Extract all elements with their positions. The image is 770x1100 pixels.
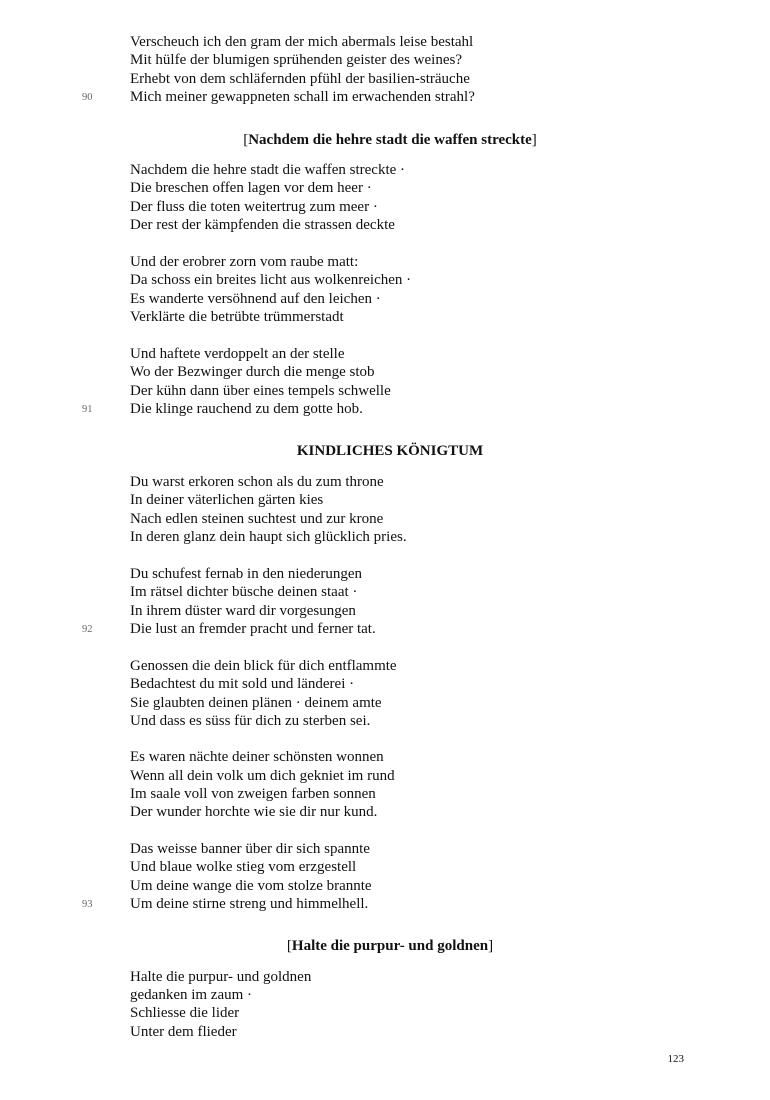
poem-line: Und haftete verdoppelt an der stelle bbox=[130, 346, 345, 362]
title-bracket-open: [ bbox=[286, 938, 292, 954]
poem-line: Im saale voll von zweigen farben sonnen bbox=[130, 786, 376, 802]
poem-line: Da schoss ein breites licht aus wolkenreichen · bbox=[130, 272, 412, 288]
poem-line: In ihrem düster ward dir vorgesungen bbox=[130, 603, 356, 619]
title-bracket-open: [ bbox=[243, 132, 249, 148]
poem-line: Schliesse die lider bbox=[130, 1005, 240, 1021]
poem-title-text: Halte die purpur- und goldnen bbox=[291, 938, 489, 954]
poem-line: Nach edlen steinen suchtest und zur krone bbox=[130, 511, 384, 527]
poem-line: Du schufest fernab in den niederungen bbox=[130, 566, 363, 582]
poem-line: Der kühn dann über eines tempels schwelle bbox=[130, 383, 391, 399]
poem-line: Die breschen offen lagen vor dem heer · bbox=[130, 180, 372, 196]
poem-line: Im rätsel dichter büsche deinen staat · bbox=[130, 584, 358, 600]
title-bracket-close: ] bbox=[488, 938, 494, 954]
line-number: 93 bbox=[82, 899, 93, 910]
poem-line: Du warst erkoren schon als du zum throne bbox=[130, 474, 384, 490]
poem-line: Mich meiner gewappneten schall im erwachenden strahl? bbox=[130, 89, 475, 105]
poem-line: Der wunder horchte wie sie dir nur kund. bbox=[130, 804, 378, 820]
poem-line: Und der erobrer zorn vom raube matt: bbox=[130, 254, 359, 270]
poem-title: KINDLICHES KÖNIGTUM bbox=[296, 443, 484, 459]
poem-title-text: Nachdem die hehre stadt die waffen streckte bbox=[248, 132, 532, 148]
poem-line: Unter dem flieder bbox=[130, 1024, 237, 1040]
poem-line: Wenn all dein volk um dich gekniet im rund bbox=[130, 768, 395, 784]
poem-title bbox=[130, 130, 650, 150]
line-number: 92 bbox=[82, 624, 93, 635]
poem-line: Das weisse banner über dir sich spannte bbox=[130, 841, 370, 857]
title-bracket-close: ] bbox=[531, 132, 537, 148]
poem-line: Verklärte die betrübte trümmerstadt bbox=[130, 309, 344, 325]
page-number: 123 bbox=[667, 1053, 684, 1065]
poem-line: In deren glanz dein haupt sich glücklich pries. bbox=[130, 529, 407, 545]
poem-line: In deiner väterlichen gärten kies bbox=[130, 492, 324, 508]
line-number: 91 bbox=[82, 404, 93, 415]
poem-line: Wo der Bezwinger durch die menge stob bbox=[130, 364, 375, 380]
poem-line: Um deine stirne streng und himmelhell. bbox=[130, 896, 369, 912]
poem-line: Halte die purpur- und goldnen bbox=[130, 969, 312, 985]
poem-line: Mit hülfe der blumigen sprühenden geister des weines? bbox=[130, 52, 462, 68]
poem-line: Der rest der kämpfenden die strassen deckte bbox=[130, 217, 395, 233]
poem-line: Nachdem die hehre stadt die waffen streckte · bbox=[130, 162, 406, 178]
poem-line: Die klinge rauchend zu dem gotte hob. bbox=[130, 401, 363, 417]
poem-line: Die lust an fremder pracht und ferner tat. bbox=[130, 621, 376, 637]
poem-line: Um deine wange die vom stolze brannte bbox=[130, 878, 372, 894]
poem-line: Sie glaubten deinen plänen · deinem amte bbox=[130, 695, 382, 711]
poem-line: Bedachtest du mit sold und länderei · bbox=[130, 676, 355, 692]
poem-line: Und blaue wolke stieg vom erzgestell bbox=[130, 859, 357, 875]
poem-line: Und dass es süss für dich zu sterben sei. bbox=[130, 713, 371, 729]
poem-line: Es wanderte versöhnend auf den leichen · bbox=[130, 291, 381, 307]
line-number: 90 bbox=[82, 92, 93, 103]
poem-line: Erhebt von dem schläfernden pfühl der basilien-sträuche bbox=[130, 71, 470, 87]
poem-line: Genossen die dein blick für dich entflammte bbox=[130, 658, 397, 674]
poem-line: Verscheuch ich den gram der mich abermals leise bestahl bbox=[130, 34, 474, 50]
poem-line: Der fluss die toten weitertrug zum meer · bbox=[130, 199, 378, 215]
poem-line: gedanken im zaum · bbox=[130, 987, 253, 1003]
poem-title bbox=[130, 936, 650, 956]
poem-line: Es waren nächte deiner schönsten wonnen bbox=[130, 749, 384, 765]
